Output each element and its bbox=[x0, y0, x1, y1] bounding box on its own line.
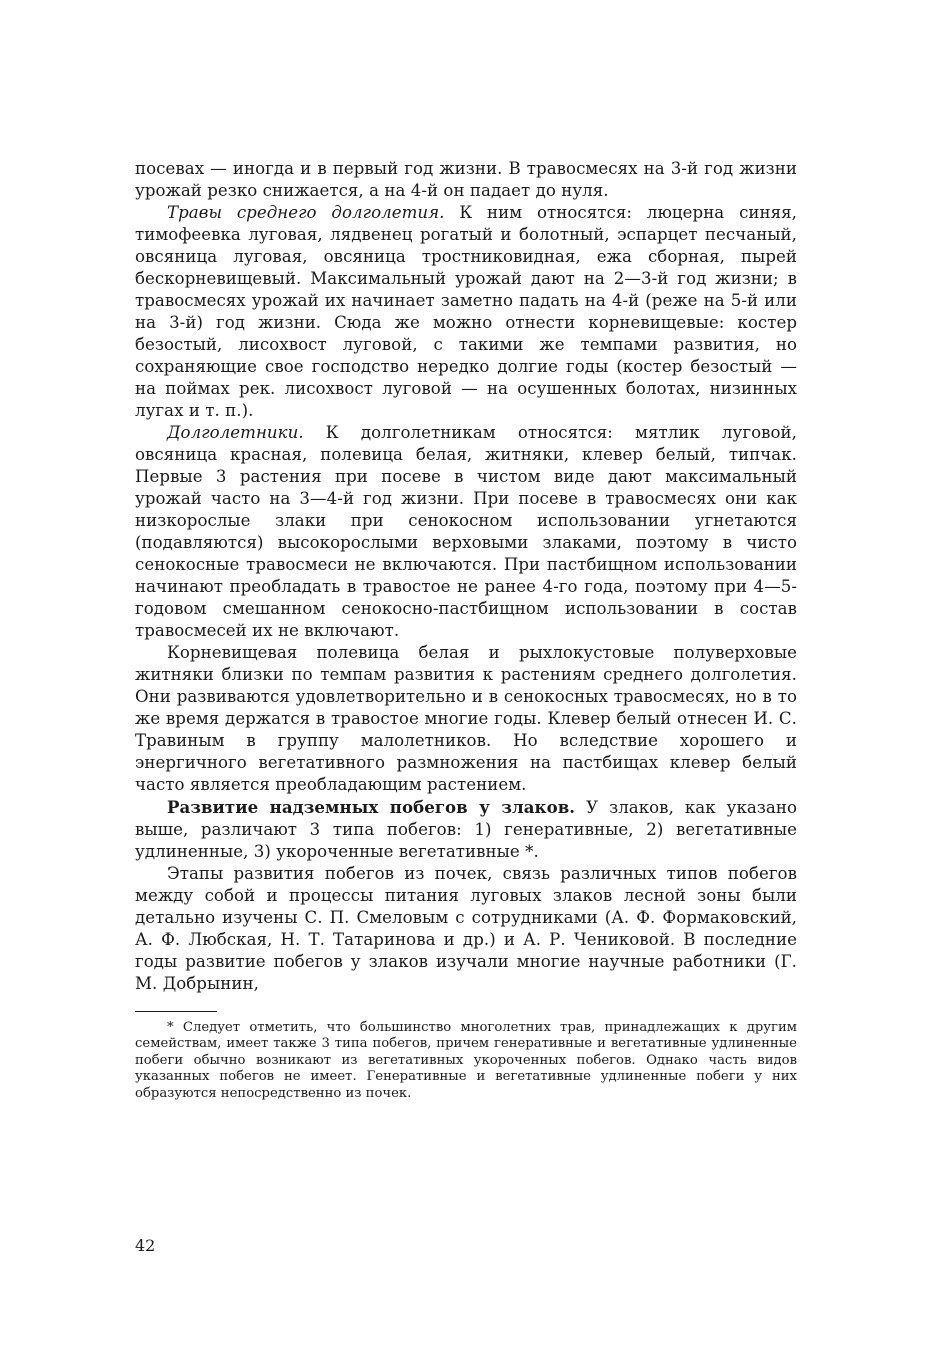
paragraph-lead-bold: Развитие надземных побегов у злаков. bbox=[167, 797, 576, 817]
paragraph-continuation bbox=[135, 158, 797, 202]
paragraph-rhizome-bentgrass bbox=[135, 642, 797, 796]
paragraph-text: Корневищевая полевица белая и рыхлокустовые полуверховые житняки близки по темпам развития к растениям среднего долголетия. Они развиваются удовлетворительно и в сенокосных травосмесях, но в то же время держатся в травостое многие годы. Клевер белый отнесен И. С. Травиным в группу малолетников. Но вследствие хорошего и энергичного вегетативного размножения на пастбищах клевер белый часто является преобладающим растением. bbox=[135, 643, 797, 794]
paragraph-medium-longevity-grasses bbox=[135, 202, 797, 422]
page-content bbox=[135, 158, 797, 1102]
paragraph-text: посевах — иногда и в первый год жизни. В травосмесях на 3-й год жизни урожай резко снижается, а на 4-й он падает до нуля. bbox=[135, 159, 797, 200]
page-number: 42 bbox=[135, 1236, 156, 1255]
paragraph-lead-italic: Травы среднего долголетия. bbox=[167, 203, 445, 222]
paragraph-text: Этапы развития побегов из почек, связь различных типов побегов между собой и процессы питания луговых злаков лесной зоны были детально изучены С. П. Смеловым с сотрудниками (А. Ф. Формаковский, А. Ф. Любская, Н. Т. Татаринова и др.) и А. Р. Чениковой. В последние годы развитие побегов у злаков изучали многие научные работники (Г. М. Добрынин, bbox=[135, 864, 797, 993]
paragraph-shoot-development bbox=[135, 796, 797, 863]
footnote-divider bbox=[135, 1011, 217, 1012]
paragraph-text: К долголетникам относятся: мятлик луговой, овсяница красная, полевица белая, житняки, клевер белый, типчак. Первые 3 растения при посеве в чистом виде дают максимальный урожай часто на 3—4-й год жизни. При посеве в травосмесях они как низкорослые злаки при сенокосном использовании угнетаются (подавляются) высокорослыми верховыми злаками, поэтому в чисто сенокосные травосмеси не включаются. При пастбищном использовании начинают преобладать в травостое не ранее 4-го года, поэтому при 4—5-годовом смешанном сенокосно-пастбищном использовании в состав травосмесей их не включают. bbox=[135, 423, 797, 640]
paragraph-text: К ним относятся: люцерна синяя, тимофеевка луговая, лядвенец рогатый и болотный, эспарцет песчаный, овсяница луговая, овсяница тростниковидная, ежа сборная, пырей бескорневищевый. Максимальный урожай дают на 2—3-й год жизни; в травосмесях урожай их начинает заметно падать на 4-й (реже на 5-й или на 3-й) год жизни. Сюда же можно отнести корневищевые: костер безостый, лисохвост луговой, с такими же темпами развития, но сохраняющие свое господство нередко долгие годы (костер безостый — на поймах рек. лисохвост луговой — на осушенных болотах, низинных лугах и т. п.). bbox=[135, 203, 797, 420]
paragraph-text: У злаков, как указано выше, различают 3 типа побегов: 1) генеративные, 2) вегетативные удлиненные, 3) укороченные вегетативные *. bbox=[135, 798, 797, 861]
paragraph-long-lived-grasses bbox=[135, 422, 797, 642]
footnote: * Следует отметить, что большинство многолетних трав, принадлежащих к другим семействам, имеет также 3 типа побегов, причем генеративные и вегетативные удлиненные побеги обычно возникают из вегетативных укороченных побегов. Однако часть видов указанных побегов не имеет. Генеративные и вегетативные удлиненные побеги у них образуются непосредственно из почек. bbox=[135, 1020, 797, 1101]
paragraph-lead-italic: Долголетники. bbox=[167, 423, 304, 442]
paragraph-shoot-stages bbox=[135, 863, 797, 995]
